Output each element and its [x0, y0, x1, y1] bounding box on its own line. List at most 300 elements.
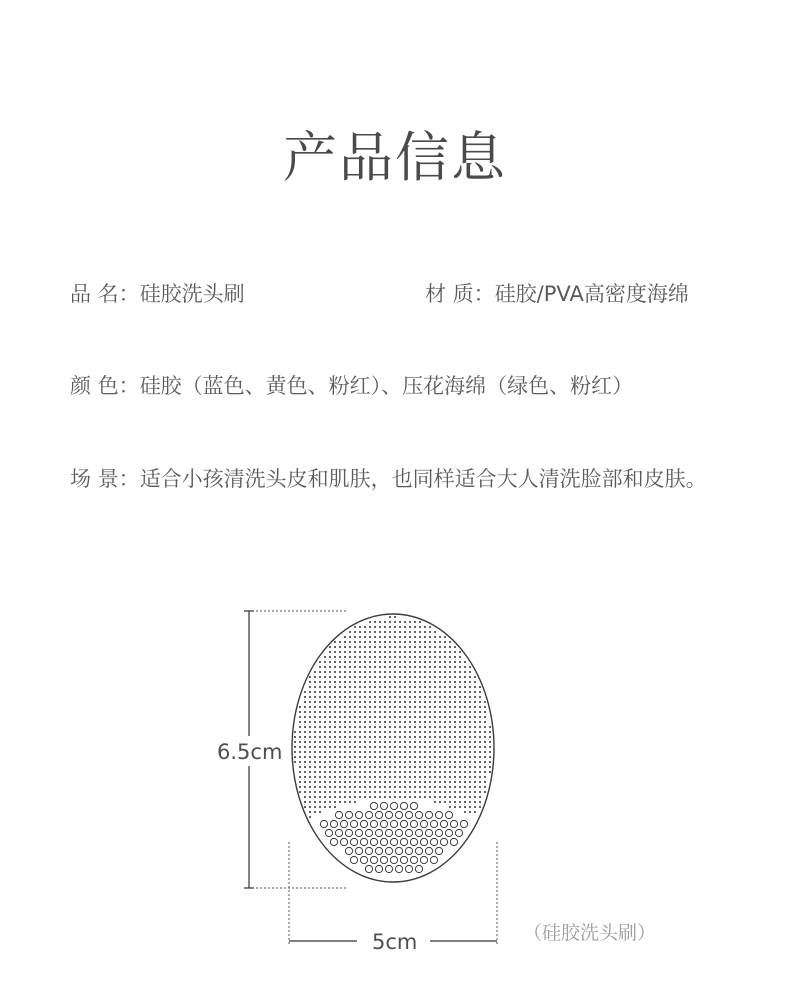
bristle-ring [395, 829, 402, 836]
bristle-dot [439, 686, 441, 688]
bristle-dot [454, 751, 456, 753]
bristle-dot [444, 716, 446, 718]
bristle-dot [414, 771, 416, 773]
bristle-dot [404, 641, 406, 643]
bristle-dot [429, 651, 431, 653]
bristle-dot [369, 701, 371, 703]
bristle-dot [389, 776, 391, 778]
bristle-dot [314, 721, 316, 723]
bristle-dot [384, 656, 386, 658]
bristle-dot [354, 736, 356, 738]
bristle-dot [459, 796, 461, 798]
bristle-dot [384, 706, 386, 708]
bristle-dot [384, 756, 386, 758]
bristle-dot [424, 701, 426, 703]
bristle-ring [405, 829, 412, 836]
bristle-dot [384, 686, 386, 688]
bristle-dot [364, 786, 366, 788]
bristle-dot [389, 731, 391, 733]
bristle-dot [469, 686, 471, 688]
bristle-dot [334, 676, 336, 678]
bristle-dot [379, 621, 381, 623]
bristle-dot [379, 691, 381, 693]
bristle-dot [464, 746, 466, 748]
bristle-dot [479, 706, 481, 708]
bristle-dot [369, 761, 371, 763]
bristle-dot [314, 676, 316, 678]
bristle-dot [299, 741, 301, 743]
bristle-dot [384, 691, 386, 693]
bristle-dot [304, 756, 306, 758]
bristle-ring [410, 856, 417, 863]
bristle-dot [394, 656, 396, 658]
bristle-dot [459, 716, 461, 718]
bristle-dot [344, 766, 346, 768]
bristle-dot [459, 656, 461, 658]
bristle-dot [439, 791, 441, 793]
bristle-dot [414, 716, 416, 718]
bristle-dot [379, 636, 381, 638]
bristle-dot [414, 646, 416, 648]
bristle-dot [369, 646, 371, 648]
bristle-dot [489, 751, 491, 753]
bristle-dot [429, 646, 431, 648]
bristle-dot [469, 806, 471, 808]
bristle-dot [369, 731, 371, 733]
bristle-dot [469, 676, 471, 678]
bristle-dot [434, 746, 436, 748]
bristle-ring [405, 865, 412, 872]
bristle-dot [449, 786, 451, 788]
bristle-dot [364, 791, 366, 793]
bristle-dot [374, 791, 376, 793]
bristle-dot [304, 776, 306, 778]
bristle-dot [404, 761, 406, 763]
bristle-dot [339, 741, 341, 743]
bristle-dot [354, 746, 356, 748]
bristle-dot [374, 686, 376, 688]
bristle-dot [384, 766, 386, 768]
bristle-dot [364, 746, 366, 748]
bristle-dot [469, 701, 471, 703]
bristle-dot [389, 661, 391, 663]
bristle-dot [324, 691, 326, 693]
bristle-dot [354, 696, 356, 698]
bristle-dot [394, 761, 396, 763]
bristle-dot [409, 771, 411, 773]
bristle-dot [344, 791, 346, 793]
bristle-dot [324, 771, 326, 773]
bristle-dot [384, 661, 386, 663]
bristle-dot [454, 686, 456, 688]
bristle-dot [384, 716, 386, 718]
bristle-dot [469, 781, 471, 783]
bristle-dot [369, 746, 371, 748]
bristle-dot [369, 636, 371, 638]
bristle-dot [384, 726, 386, 728]
bristle-ring [430, 838, 437, 845]
bristle-dot [309, 721, 311, 723]
bristle-dot [354, 786, 356, 788]
bristle-dot [364, 756, 366, 758]
bristle-dot [449, 701, 451, 703]
bristle-dot [464, 711, 466, 713]
bristle-dot [344, 756, 346, 758]
bristle-dot [459, 736, 461, 738]
bristle-dot [384, 711, 386, 713]
bristle-dot [414, 641, 416, 643]
bristle-dot [369, 721, 371, 723]
bristle-dot [399, 701, 401, 703]
bristle-dot [419, 761, 421, 763]
bristle-dot [359, 786, 361, 788]
bristle-dot [419, 676, 421, 678]
bristle-dot [379, 681, 381, 683]
bristle-dot [314, 781, 316, 783]
bristle-ring [415, 847, 422, 854]
bristle-dot [474, 811, 476, 813]
bristle-dot [454, 741, 456, 743]
bristle-dot [334, 746, 336, 748]
bristle-dot [474, 781, 476, 783]
bristle-dot [399, 786, 401, 788]
bristle-dot [354, 791, 356, 793]
bristle-dot [409, 626, 411, 628]
bristle-dot [364, 691, 366, 693]
bristle-dot [349, 631, 351, 633]
bristle-dot [334, 786, 336, 788]
bristle-dot [419, 651, 421, 653]
bristle-dot [474, 756, 476, 758]
bristle-dot [319, 661, 321, 663]
bristle-dot [444, 696, 446, 698]
bristle-dot [419, 681, 421, 683]
bristle-dot [369, 626, 371, 628]
bristle-dot [349, 741, 351, 743]
bristle-dot [344, 771, 346, 773]
bristle-dot [339, 651, 341, 653]
bristle-dot [409, 701, 411, 703]
bristle-dot [309, 676, 311, 678]
bristle-dot [474, 706, 476, 708]
bristle-dot [329, 666, 331, 668]
bristle-ring [450, 820, 457, 827]
bristle-dot [484, 791, 486, 793]
bristle-dot [414, 706, 416, 708]
bristle-dot [394, 781, 396, 783]
bristle-ring [400, 856, 407, 863]
bristle-dot [459, 741, 461, 743]
bristle-dot [319, 786, 321, 788]
bristle-ring [355, 811, 362, 818]
bristle-dot [374, 716, 376, 718]
bristle-dot [409, 776, 411, 778]
bristle-dot [344, 691, 346, 693]
bristle-dot [399, 661, 401, 663]
bristle-dot [409, 781, 411, 783]
bristle-dot [319, 746, 321, 748]
bristle-dot [444, 721, 446, 723]
bristle-dot [409, 696, 411, 698]
bristle-dot [439, 706, 441, 708]
bristle-dot [459, 711, 461, 713]
bristle-ring [390, 838, 397, 845]
bristle-dot [354, 676, 356, 678]
bristle-dot [399, 666, 401, 668]
bristle-dot [344, 721, 346, 723]
bristle-dot [374, 766, 376, 768]
bristle-dot [479, 756, 481, 758]
bristle-dot [394, 671, 396, 673]
bristle-dot [454, 786, 456, 788]
bristle-dot [409, 756, 411, 758]
bristle-dot [294, 736, 296, 738]
bristle-dot [404, 711, 406, 713]
bristle-dot [489, 771, 491, 773]
bristle-dot [434, 741, 436, 743]
bristle-dot [459, 791, 461, 793]
bristle-dot [324, 661, 326, 663]
bristle-dot [359, 691, 361, 693]
bristle-dot [339, 731, 341, 733]
bristle-dot [384, 796, 386, 798]
bristle-dot [439, 801, 441, 803]
bristle-dot [364, 766, 366, 768]
bristle-dot [429, 771, 431, 773]
bristle-dot [419, 766, 421, 768]
bristle-dot [399, 671, 401, 673]
bristle-dot [474, 791, 476, 793]
bristle-dot [379, 756, 381, 758]
bristle-dot [379, 651, 381, 653]
bristle-dot [409, 681, 411, 683]
bristle-dot [359, 726, 361, 728]
bristle-dot [389, 716, 391, 718]
bristle-dot [374, 756, 376, 758]
bristle-dot [299, 726, 301, 728]
bristle-dot [384, 791, 386, 793]
bristle-dot [389, 671, 391, 673]
bristle-dot [439, 776, 441, 778]
bristle-dot [349, 721, 351, 723]
spec-name-label: 品 名： [70, 282, 140, 306]
bristle-dot [434, 786, 436, 788]
bristle-dot [389, 631, 391, 633]
bristle-dot [449, 711, 451, 713]
bristle-dot [319, 686, 321, 688]
bristle-dot [399, 646, 401, 648]
bristle-dot [419, 621, 421, 623]
bristle-dot [439, 721, 441, 723]
bristle-dot [374, 676, 376, 678]
bristle-dot [394, 726, 396, 728]
bristle-dot [444, 706, 446, 708]
bristle-dot [464, 716, 466, 718]
bristle-ring [410, 820, 417, 827]
bristle-dot [319, 736, 321, 738]
bristle-dot [414, 626, 416, 628]
bristle-dot [389, 656, 391, 658]
bristle-ring [440, 820, 447, 827]
bristle-dot [319, 711, 321, 713]
bristle-dot [469, 796, 471, 798]
bristle-dot [449, 651, 451, 653]
bristle-dot [329, 771, 331, 773]
bristle-dot [449, 761, 451, 763]
bristle-dot [449, 766, 451, 768]
bristle-dot [404, 681, 406, 683]
bristle-dot [424, 781, 426, 783]
bristle-dot [429, 791, 431, 793]
bristle-dot [389, 636, 391, 638]
bristle-dot [409, 736, 411, 738]
spec-name-value: 硅胶洗头刷 [139, 282, 245, 306]
bristle-dot [349, 791, 351, 793]
bristle-dot [364, 741, 366, 743]
bristle-ring [330, 838, 337, 845]
bristle-dot [374, 671, 376, 673]
bristle-dot [444, 651, 446, 653]
bristle-dot [359, 631, 361, 633]
bristle-dot [419, 716, 421, 718]
bristle-dot [389, 791, 391, 793]
bristle-dot [454, 721, 456, 723]
bristle-dot [374, 746, 376, 748]
bristle-dot [479, 786, 481, 788]
bristle-dot [399, 621, 401, 623]
bristle-ring [410, 838, 417, 845]
bristle-dot [374, 711, 376, 713]
bristle-dot [479, 686, 481, 688]
bristle-dot [329, 746, 331, 748]
bristle-dot [464, 726, 466, 728]
bristle-dot [349, 731, 351, 733]
bristle-dot [429, 656, 431, 658]
bristle-dot [364, 751, 366, 753]
bristle-dot [414, 686, 416, 688]
bristle-ring [375, 829, 382, 836]
bristle-dot [374, 621, 376, 623]
bristle-dot [349, 681, 351, 683]
bristle-ring [380, 820, 387, 827]
bristle-dot [434, 791, 436, 793]
bristle-dot [354, 781, 356, 783]
bristle-dot [354, 641, 356, 643]
bristle-dot [464, 701, 466, 703]
bristle-dot [349, 696, 351, 698]
bristle-ring [415, 829, 422, 836]
bristle-dot [434, 701, 436, 703]
spec-material-label: 材 质： [425, 282, 495, 306]
bristle-dot [384, 641, 386, 643]
bristle-dot [374, 631, 376, 633]
bristle-dot [484, 751, 486, 753]
bristle-dot [449, 791, 451, 793]
bristle-dot [304, 696, 306, 698]
bristle-dot [349, 636, 351, 638]
bristle-dot [449, 801, 451, 803]
bristle-dot [384, 666, 386, 668]
bristle-dot [414, 696, 416, 698]
bristle-dot [439, 716, 441, 718]
bristle-dot [379, 656, 381, 658]
bristle-dot [334, 781, 336, 783]
bristle-dot [364, 666, 366, 668]
bristle-dot [394, 791, 396, 793]
bristle-dot [464, 751, 466, 753]
bristle-dot [374, 646, 376, 648]
bristle-dot [314, 801, 316, 803]
bristle-dot [414, 701, 416, 703]
bristle-dot [409, 741, 411, 743]
bristle-dot [479, 806, 481, 808]
bristle-dot [424, 756, 426, 758]
bristle-dot [404, 781, 406, 783]
bristle-dot [399, 781, 401, 783]
bristle-dot [439, 671, 441, 673]
bristle-dot [479, 766, 481, 768]
bristle-dot [319, 806, 321, 808]
bristle-ring [360, 856, 367, 863]
bristle-dot [399, 676, 401, 678]
bristle-dot [429, 736, 431, 738]
bristle-dot [419, 771, 421, 773]
bristle-dot [384, 696, 386, 698]
bristle-dot [394, 716, 396, 718]
bristle-dot [394, 701, 396, 703]
bristle-dot [299, 731, 301, 733]
bristle-dot [444, 736, 446, 738]
bristle-dot [404, 676, 406, 678]
bristle-dot [489, 756, 491, 758]
bristle-dot [364, 671, 366, 673]
bristle-dot [449, 716, 451, 718]
bristle-dot [384, 676, 386, 678]
bristle-dot [324, 696, 326, 698]
bristle-dot [484, 776, 486, 778]
bristle-dot [414, 746, 416, 748]
bristle-dot [409, 641, 411, 643]
bristle-dot [409, 666, 411, 668]
bristle-dot [374, 731, 376, 733]
bristle-dot [439, 691, 441, 693]
bristle-dot [379, 781, 381, 783]
bristle-ring [335, 811, 342, 818]
bristle-dot [444, 761, 446, 763]
bristle-dot [419, 671, 421, 673]
bristle-dot [389, 701, 391, 703]
bristle-dot [309, 696, 311, 698]
bristle-dot [374, 661, 376, 663]
page-title: 产品信息 [283, 126, 507, 189]
bristle-dot [314, 736, 316, 738]
bristle-dot [414, 781, 416, 783]
bristle-dot [429, 676, 431, 678]
bristle-dot [314, 731, 316, 733]
bristle-dot [304, 786, 306, 788]
bristle-dot [339, 666, 341, 668]
bristle-dot [334, 751, 336, 753]
bristle-dot [309, 771, 311, 773]
bristle-dot [359, 751, 361, 753]
bristle-dot [344, 681, 346, 683]
bristle-dot [329, 701, 331, 703]
bristle-dot [349, 801, 351, 803]
bristle-dot [384, 721, 386, 723]
bristle-dot [424, 776, 426, 778]
bristle-dot [454, 661, 456, 663]
bristle-dot [424, 716, 426, 718]
